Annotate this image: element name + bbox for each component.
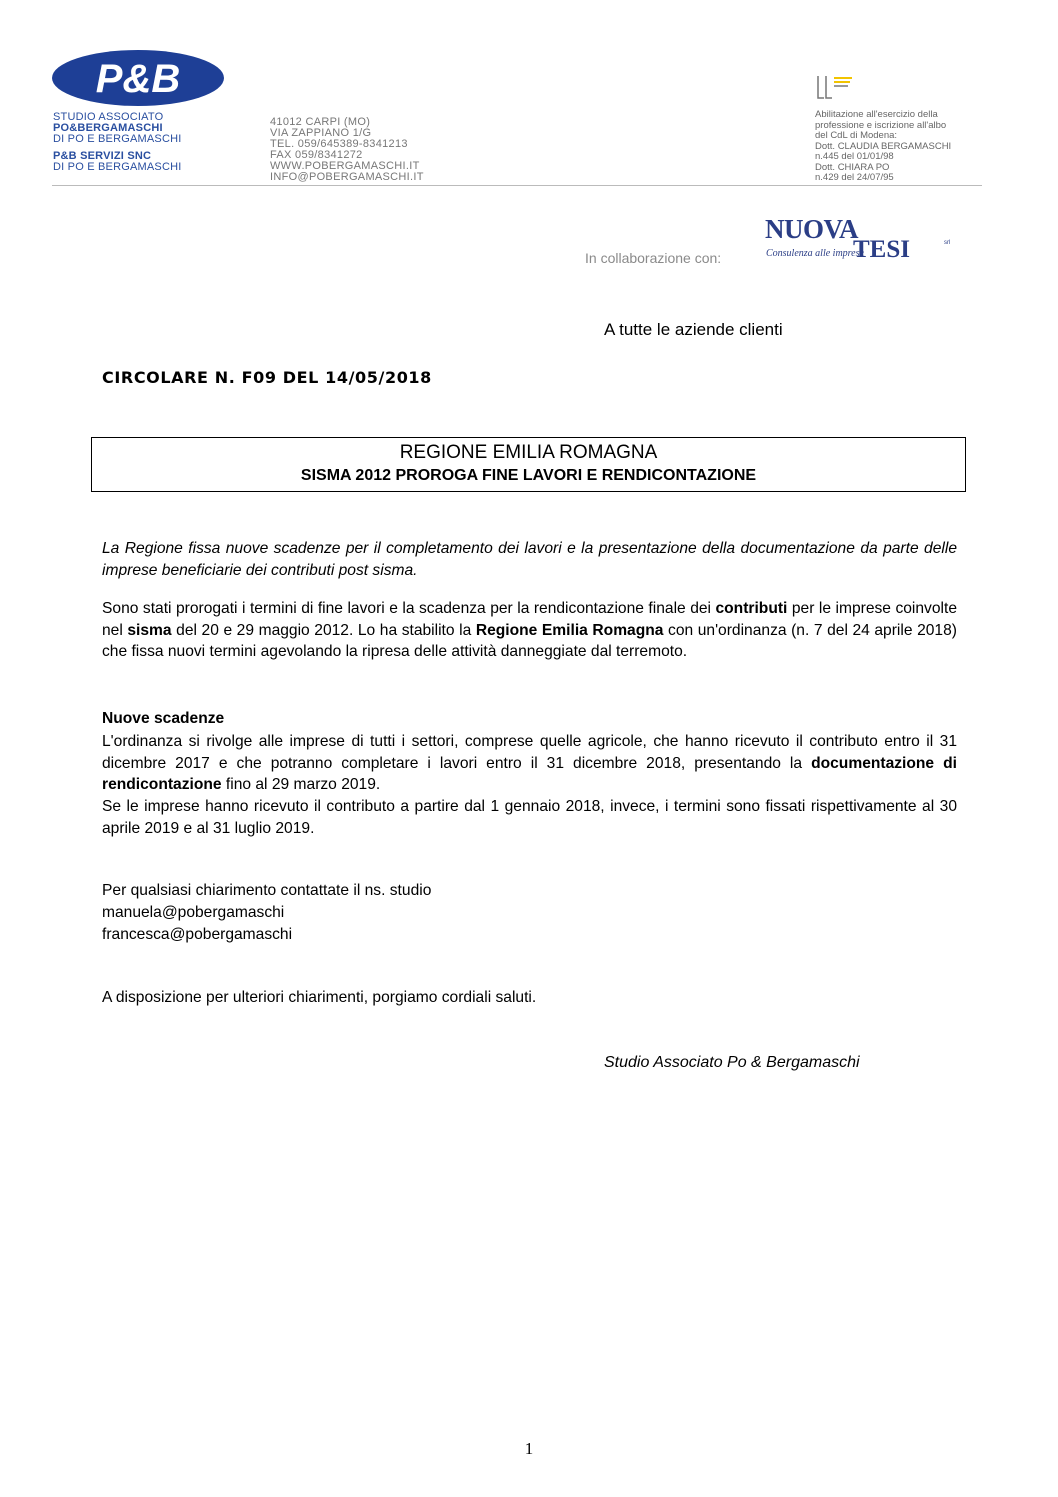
firm-line: P&B SERVIZI SNC [53, 150, 152, 162]
main-paragraph: Sono stati prorogati i termini di fine lavori e la scadenza per la rendicontazione finale dei contributi per le imprese coinvolte nel sisma del 20 e 29 maggio 2012. Lo ha stabilito la Regione Emilia Romagna con un'ordinanza (n. 7 del 24 aprile 2018) che fissa nuovi termini agevolando la ripresa delle attività danneggiate dal terremoto. [102, 600, 957, 660]
license-line: Dott. CLAUDIA BERGAMASCHI [815, 140, 952, 152]
phone-line: TEL. 059/645389-8341213 [270, 138, 408, 150]
deadlines-paragraph-2: Se le imprese hanno ricevuto il contributo a partire dal 1 gennaio 2018, invece, i termini sono fissati rispettivamente al 30 aprile 2019 e al 31 luglio 2019. [102, 798, 957, 837]
deadlines-paragraph: L'ordinanza si rivolge alle imprese di tutti i settori, comprese quelle agricole, che hanno ricevuto il contributo entro il 31 dicembre 2017 e che potranno completare i lavori entro il 31 dicembre 2018, presentando la documentazione di rendicontazione fino al 29 marzo 2019. [102, 733, 957, 793]
contact-email-francesca: francesca@pobergamaschi [102, 926, 293, 943]
website-line: WWW.POBERGAMASCHI.IT [270, 160, 420, 172]
license-line: Abilitazione all'esercizio della [815, 109, 938, 120]
bold-term: Regione Emilia Romagna [475, 621, 664, 639]
section-heading: Nuove scadenze [102, 710, 225, 727]
firm-contact-block [270, 117, 424, 183]
license-line: del CdL di Modena: [815, 130, 898, 141]
circular-number: CIRCOLARE N. F09 DEL 14/05/2018 [102, 368, 432, 387]
title-box [91, 437, 966, 492]
closing-line: A disposizione per ulteriori chiarimenti, porgiamo cordiali saluti. [102, 989, 537, 1006]
bold-term: documentazione di rendicontazione [102, 754, 957, 793]
license-line: Dott. CHIARA PO [815, 161, 890, 173]
license-block [815, 110, 951, 184]
nuova-tesi-suffix: srl [944, 240, 951, 246]
signature: Studio Associato Po & Bergamaschi [604, 1054, 860, 1071]
document-subtitle: SISMA 2012 PROROGA FINE LAVORI E RENDICONTAZIONE [300, 467, 757, 484]
pb-logo [50, 48, 230, 108]
license-line: n.445 del 01/01/98 [815, 151, 894, 162]
intro-paragraph: La Regione fissa nuove scadenze per il completamento dei lavori e la presentazione della documentazione da parte delle imprese beneficiarie dei contributi post sisma. [102, 540, 957, 579]
license-line: n.429 del 24/07/95 [815, 172, 894, 183]
nuova-tesi-logo-word1: NUOVA [765, 214, 859, 244]
firm-name-block [53, 112, 182, 173]
email-line: INFO@POBERGAMASCHI.IT [270, 171, 424, 183]
firm-line: STUDIO ASSOCIATO [53, 111, 164, 123]
firm-line: DI PO E BERGAMASCHI [53, 161, 182, 173]
license-line: professione e iscrizione all'albo [815, 119, 947, 131]
bold-term: contributi [715, 600, 788, 617]
fax-line: FAX 059/8341272 [270, 149, 363, 161]
address-line: 41012 CARPI (MO) [270, 116, 371, 128]
firm-line: PO&BERGAMASCHI [53, 122, 163, 134]
address-line: VIA ZAPPIANO 1/G [270, 127, 372, 139]
contact-intro: Per qualsiasi chiarimento contattate il ns. studio [102, 882, 432, 899]
contact-email-manuela: manuela@pobergamaschi [102, 904, 285, 921]
pb-logo-text: P&B [95, 57, 181, 101]
nuova-tesi-logo-word2: TESI [853, 236, 910, 263]
page-number: 1 [524, 1439, 534, 1458]
document-title: REGIONE EMILIA ROMAGNA [399, 442, 658, 463]
cdl-logo-icon [816, 74, 856, 104]
nuova-tesi-tagline: Consulenza alle imprese [766, 248, 864, 259]
bold-term: sisma [127, 621, 172, 639]
collaboration-label: In collaborazione con: [585, 250, 722, 266]
firm-line: DI PO E BERGAMASCHI [53, 133, 182, 145]
recipient-line: A tutte le aziende clienti [604, 320, 783, 339]
header-divider [52, 185, 982, 186]
